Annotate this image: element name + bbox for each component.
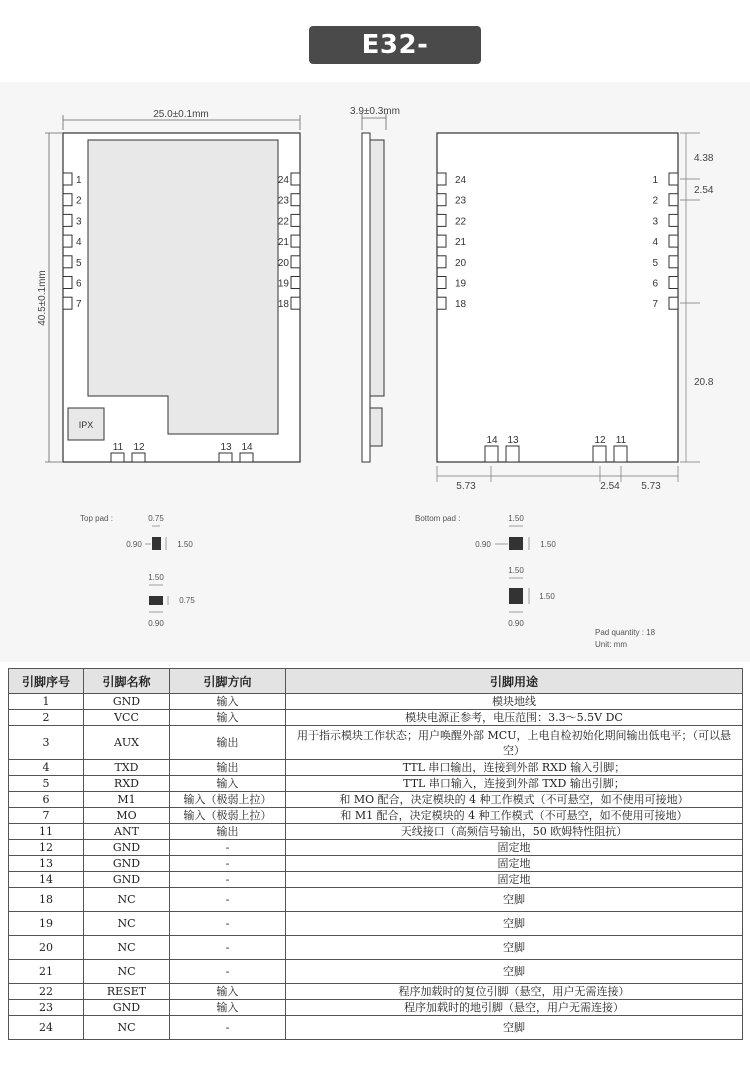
pin-usage-cell: 程序加载时的地引脚（悬空，用户无需连接）: [286, 1000, 743, 1016]
pin-table: [8, 668, 743, 1040]
back-dim-bottom-pitch: 2.54: [600, 481, 620, 492]
ipx-label: IPX: [78, 420, 94, 430]
front-bottom-pin-pad: [132, 453, 145, 462]
back-bottom-pin-label: 14: [486, 435, 498, 446]
back-dim-pitch: 2.54: [694, 185, 714, 196]
pin-name-cell: M1: [84, 792, 170, 808]
pin-number-cell: 2: [9, 710, 84, 726]
pin-direction-cell: 输入: [170, 984, 286, 1000]
header-pin-direction: 引脚方向: [170, 669, 286, 694]
back-left-pin-label: 20: [455, 257, 467, 269]
back-left-pin-label: 24: [455, 175, 467, 186]
svg-text:0.90: 0.90: [126, 540, 142, 549]
pin-name-cell: VCC: [84, 710, 170, 726]
pin-direction-cell: 输出: [170, 726, 286, 760]
pin-number-cell: 12: [9, 840, 84, 856]
front-right-pin-pad: [291, 277, 300, 289]
pin-name-cell: GND: [84, 872, 170, 888]
pin-usage-cell: 和 M1 配合，决定模块的 4 种工作模式（不可悬空，如不使用可接地）: [286, 808, 743, 824]
pin-name-cell: ANT: [84, 824, 170, 840]
back-left-pin-label: 18: [455, 299, 467, 311]
back-right-pin-label: 5: [652, 257, 658, 269]
mechanical-drawing-area: [0, 82, 750, 662]
pin-direction-cell: 输入: [170, 694, 286, 710]
back-bottom-pin-label: 11: [615, 435, 627, 446]
pin-direction-cell: -: [170, 840, 286, 856]
top-pad-shape-2: [149, 596, 163, 605]
back-dim-gap: 20.8: [694, 377, 714, 388]
back-bottom-pin-pad: [485, 446, 498, 462]
unit-label: Unit: mm: [595, 640, 627, 649]
back-right-pin-label: 7: [652, 299, 658, 311]
pin-name-cell: TXD: [84, 760, 170, 776]
pin-number-cell: 11: [9, 824, 84, 840]
pin-number-cell: 24: [9, 1016, 84, 1040]
front-right-pin-label: 19: [277, 278, 289, 290]
front-view: [37, 109, 300, 462]
back-left-pin-label: 19: [455, 278, 467, 290]
pin-usage-cell: 空脚: [286, 1016, 743, 1040]
pin-number-cell: 13: [9, 856, 84, 872]
pin-table-header: [9, 669, 743, 694]
front-right-pin-pad: [291, 235, 300, 247]
pin-direction-cell: -: [170, 872, 286, 888]
svg-text:0.90: 0.90: [148, 619, 164, 628]
pin-number-cell: 1: [9, 694, 84, 710]
header-band: [0, 0, 750, 82]
pin-direction-cell: 输入: [170, 710, 286, 726]
front-left-pin-pad: [63, 256, 72, 268]
pin-usage-cell: TTL 串口输入，连接到外部 TXD 输出引脚；: [286, 776, 743, 792]
pin-name-cell: AUX: [84, 726, 170, 760]
front-right-pin-label: 22: [277, 216, 289, 228]
table-row: [9, 808, 743, 824]
table-row: [9, 792, 743, 808]
front-bottom-pin-label: 12: [133, 442, 145, 453]
back-left-pin-label: 23: [455, 195, 467, 207]
back-right-pin-pad: [669, 235, 678, 247]
front-left-pin-label: 4: [76, 237, 82, 249]
front-right-pin-pad: [291, 173, 300, 185]
pin-name-cell: NC: [84, 960, 170, 984]
table-row: [9, 872, 743, 888]
table-row: [9, 824, 743, 840]
front-left-pin-pad: [63, 173, 72, 185]
side-view: [350, 106, 400, 462]
back-dim-top: 4.38: [694, 153, 714, 164]
bottom-pad-detail: [415, 514, 556, 628]
front-bottom-pin-label: 11: [112, 442, 124, 453]
svg-text:1.50: 1.50: [540, 540, 556, 549]
front-left-pin-pad: [63, 235, 72, 247]
pin-usage-cell: 空脚: [286, 936, 743, 960]
pin-direction-cell: -: [170, 960, 286, 984]
pin-direction-cell: 输入: [170, 1000, 286, 1016]
back-left-pin-label: 22: [455, 216, 467, 228]
pin-number-cell: 3: [9, 726, 84, 760]
front-bottom-pin-pad: [219, 453, 232, 462]
back-right-pin-pad: [669, 214, 678, 226]
front-left-pin-label: 2: [76, 195, 82, 207]
pin-direction-cell: -: [170, 936, 286, 960]
svg-text:1.50: 1.50: [148, 573, 164, 582]
back-right-pin-pad: [669, 277, 678, 289]
back-bottom-pin-pad: [614, 446, 627, 462]
pin-usage-cell: 空脚: [286, 888, 743, 912]
pin-name-cell: NC: [84, 912, 170, 936]
front-left-pin-pad: [63, 194, 72, 206]
pin-usage-cell: 程序加载时的复位引脚（悬空，用户无需连接）: [286, 984, 743, 1000]
back-right-pin-pad: [669, 256, 678, 268]
pin-usage-cell: TTL 串口输出，连接到外部 RXD 输入引脚；: [286, 760, 743, 776]
pin-usage-cell: 空脚: [286, 960, 743, 984]
back-right-pin-label: 6: [652, 278, 658, 290]
pcb-edge: [362, 133, 370, 462]
shield-side: [370, 140, 384, 396]
pin-number-cell: 23: [9, 1000, 84, 1016]
front-right-pin-label: 18: [277, 299, 289, 311]
pin-number-cell: 6: [9, 792, 84, 808]
front-bottom-pin-label: 14: [241, 442, 253, 453]
shield-can: [88, 140, 278, 434]
mechanical-drawing: [0, 82, 750, 662]
header-pin-name: 引脚名称: [84, 669, 170, 694]
pin-usage-cell: 天线接口（高频信号输出，50 欧姆特性阻抗）: [286, 824, 743, 840]
back-bottom-pin-pad: [593, 446, 606, 462]
pin-number-cell: 21: [9, 960, 84, 984]
back-left-pin-label: 21: [455, 237, 467, 249]
svg-text:0.75: 0.75: [179, 596, 195, 605]
front-right-pin-pad: [291, 214, 300, 226]
pin-direction-cell: 输入（极弱上拉）: [170, 808, 286, 824]
front-left-pin-label: 5: [76, 257, 82, 269]
front-left-pin-label: 6: [76, 278, 82, 290]
top-pad-detail: [80, 514, 195, 628]
pin-number-cell: 20: [9, 936, 84, 960]
pad-quantity: Pad quantity : 18: [595, 628, 656, 637]
pin-number-cell: 22: [9, 984, 84, 1000]
back-bottom-pin-pad: [506, 446, 519, 462]
table-row: [9, 984, 743, 1000]
svg-text:1.50: 1.50: [508, 514, 524, 523]
front-right-pin-label: 24: [277, 175, 289, 186]
pin-usage-cell: 固定地: [286, 840, 743, 856]
pin-number-cell: 14: [9, 872, 84, 888]
pin-name-cell: GND: [84, 840, 170, 856]
pin-name-cell: GND: [84, 1000, 170, 1016]
table-row: [9, 888, 743, 912]
pin-direction-cell: 输入（极弱上拉）: [170, 792, 286, 808]
back-right-pin-pad: [669, 194, 678, 206]
back-right-pin-pad: [669, 297, 678, 309]
front-bottom-pin-pad: [240, 453, 253, 462]
svg-text:0.75: 0.75: [148, 514, 164, 523]
front-left-pin-label: 1: [76, 175, 82, 186]
pin-usage-cell: 固定地: [286, 856, 743, 872]
thickness-dimension: 3.9±0.3mm: [350, 106, 400, 117]
pin-direction-cell: -: [170, 1016, 286, 1040]
header-pin-usage: 引脚用途: [286, 669, 743, 694]
pin-number-cell: 5: [9, 776, 84, 792]
module-outline-back: [437, 133, 678, 462]
pin-direction-cell: -: [170, 856, 286, 872]
pin-direction-cell: 输入: [170, 776, 286, 792]
pin-number-cell: 7: [9, 808, 84, 824]
back-left-pin-pad: [437, 256, 446, 268]
front-bottom-pin-pad: [111, 453, 124, 462]
header-pin-no: 引脚序号: [9, 669, 84, 694]
pin-name-cell: RXD: [84, 776, 170, 792]
product-title: E32-: [309, 26, 481, 64]
pin-usage-cell: 模块电源正参考，电压范围：3.3～5.5V DC: [286, 710, 743, 726]
back-dim-bottom-right: 5.73: [641, 481, 661, 492]
front-bottom-pin-label: 13: [220, 442, 232, 453]
back-bottom-pin-label: 13: [507, 435, 519, 446]
pin-usage-cell: 固定地: [286, 872, 743, 888]
top-pad-shape-1: [152, 537, 161, 550]
back-dim-bottom-left: 5.73: [456, 481, 476, 492]
table-row: [9, 1016, 743, 1040]
back-left-pin-pad: [437, 194, 446, 206]
pin-direction-cell: -: [170, 888, 286, 912]
table-row: [9, 856, 743, 872]
table-row: [9, 776, 743, 792]
back-right-pin-label: 2: [652, 195, 658, 207]
front-right-pin-label: 21: [277, 237, 289, 249]
bottom-pad-label: Bottom pad :: [415, 514, 461, 523]
pin-name-cell: GND: [84, 856, 170, 872]
back-bottom-pin-label: 12: [594, 435, 606, 446]
svg-text:1.50: 1.50: [508, 566, 524, 575]
table-row: [9, 936, 743, 960]
front-right-pin-pad: [291, 297, 300, 309]
back-left-pin-pad: [437, 297, 446, 309]
ipx-side: [370, 408, 382, 446]
table-row: [9, 726, 743, 760]
table-row: [9, 710, 743, 726]
front-right-pin-label: 20: [277, 257, 289, 269]
table-row: [9, 760, 743, 776]
pin-direction-cell: -: [170, 912, 286, 936]
table-row: [9, 912, 743, 936]
bottom-pad-shape-2: [509, 588, 523, 604]
front-left-pin-pad: [63, 277, 72, 289]
back-right-pin-label: 1: [652, 175, 658, 186]
back-view: [437, 133, 714, 492]
svg-text:0.90: 0.90: [475, 540, 491, 549]
width-dimension: 25.0±0.1mm: [153, 109, 209, 120]
back-left-pin-pad: [437, 277, 446, 289]
pin-usage-cell: 用于指示模块工作状态；用户唤醒外部 MCU，上电自检初始化期间输出低电平；（可以悬空）: [286, 726, 743, 760]
pin-number-cell: 19: [9, 912, 84, 936]
front-right-pin-pad: [291, 194, 300, 206]
pin-name-cell: MO: [84, 808, 170, 824]
back-right-pin-label: 4: [652, 237, 658, 249]
pin-usage-cell: 空脚: [286, 912, 743, 936]
table-row: [9, 840, 743, 856]
svg-text:0.90: 0.90: [508, 619, 524, 628]
bottom-pad-shape-1: [509, 537, 523, 550]
back-left-pin-pad: [437, 235, 446, 247]
pin-name-cell: RESET: [84, 984, 170, 1000]
pin-name-cell: NC: [84, 1016, 170, 1040]
back-right-pin-label: 3: [652, 216, 658, 228]
pin-name-cell: NC: [84, 936, 170, 960]
height-dimension: 40.5±0.1mm: [37, 270, 48, 326]
pin-name-cell: NC: [84, 888, 170, 912]
back-left-pin-pad: [437, 214, 446, 226]
pin-number-cell: 18: [9, 888, 84, 912]
pin-number-cell: 4: [9, 760, 84, 776]
pin-usage-cell: 和 MO 配合，决定模块的 4 种工作模式（不可悬空，如不使用可接地）: [286, 792, 743, 808]
pin-usage-cell: 模块地线: [286, 694, 743, 710]
front-left-pin-pad: [63, 214, 72, 226]
front-right-pin-label: 23: [277, 195, 289, 207]
pin-direction-cell: 输出: [170, 760, 286, 776]
top-pad-label: Top pad :: [80, 514, 113, 523]
table-row: [9, 1000, 743, 1016]
pin-name-cell: GND: [84, 694, 170, 710]
pin-direction-cell: 输出: [170, 824, 286, 840]
front-right-pin-pad: [291, 256, 300, 268]
table-row: [9, 960, 743, 984]
table-row: [9, 694, 743, 710]
front-left-pin-label: 7: [76, 299, 82, 311]
front-left-pin-pad: [63, 297, 72, 309]
svg-text:1.50: 1.50: [177, 540, 193, 549]
back-right-pin-pad: [669, 173, 678, 185]
svg-text:1.50: 1.50: [539, 592, 555, 601]
front-left-pin-label: 3: [76, 216, 82, 228]
back-left-pin-pad: [437, 173, 446, 185]
